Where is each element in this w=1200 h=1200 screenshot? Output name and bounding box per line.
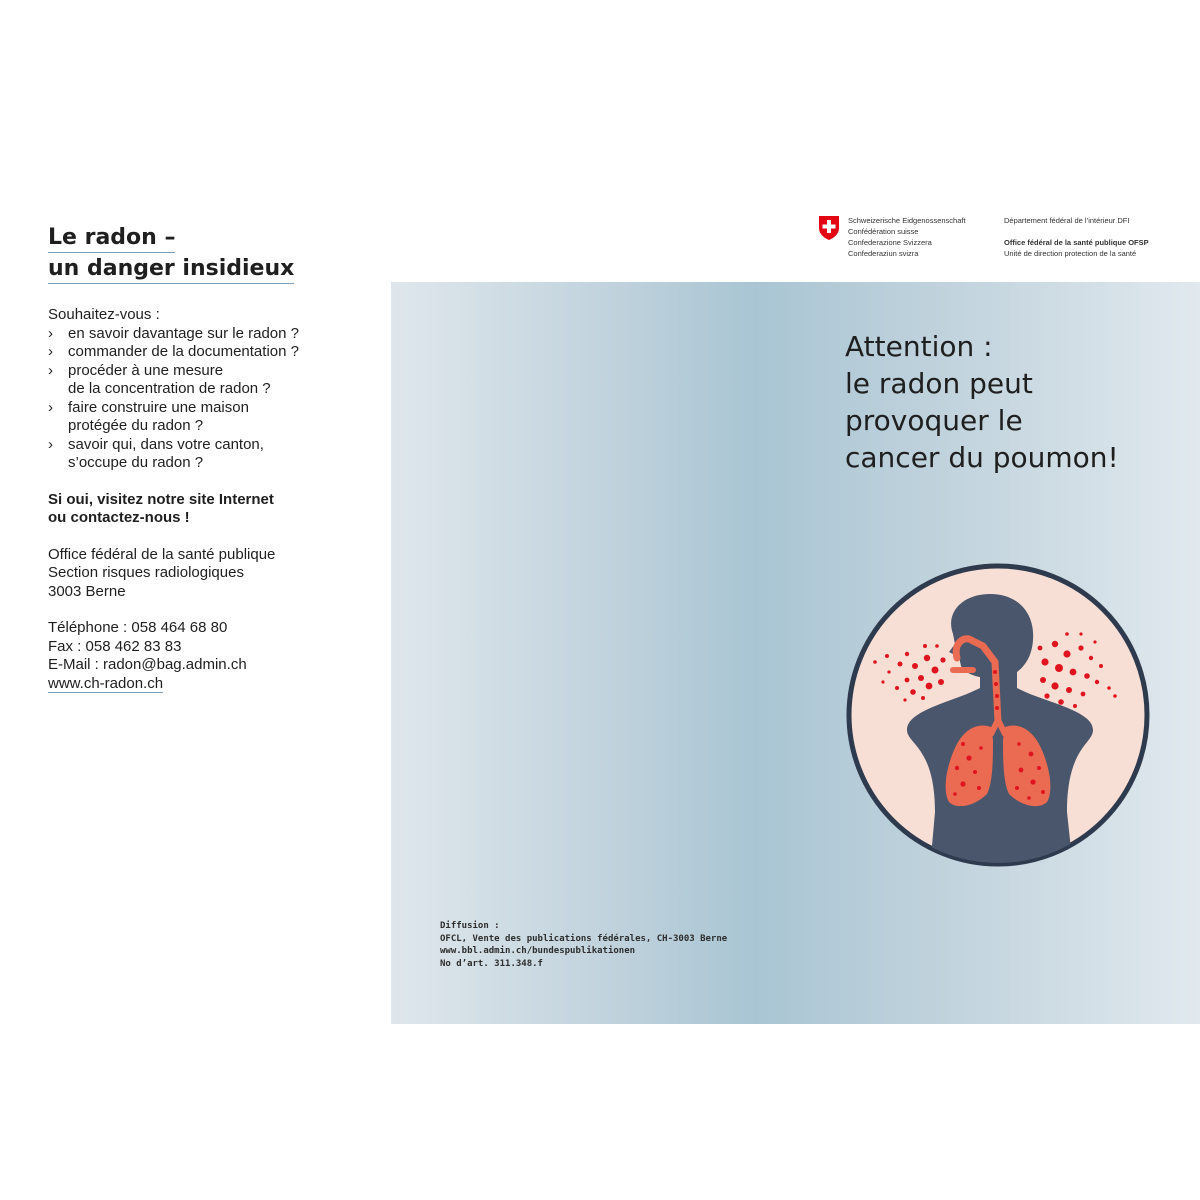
address-line: Office fédéral de la santé publique bbox=[48, 545, 276, 563]
list-item bbox=[48, 399, 368, 436]
questions-heading: Souhaitez-vous : bbox=[48, 306, 160, 323]
list-item-text: de la concentration de radon ? bbox=[68, 380, 271, 397]
left-column bbox=[48, 222, 368, 693]
list-item-text: protégée du radon ? bbox=[68, 417, 204, 434]
name-de: Schweizerische Eidgenossenschaft bbox=[848, 216, 966, 225]
swiss-shield-icon bbox=[818, 215, 840, 241]
address-line: Section risques radiologiques bbox=[48, 564, 244, 581]
list-item bbox=[48, 362, 368, 399]
cover-panel bbox=[391, 282, 1200, 1024]
list-item-text: en savoir davantage sur le radon ? bbox=[68, 324, 299, 342]
headline bbox=[845, 328, 1119, 476]
page-title bbox=[48, 222, 368, 284]
questions-list bbox=[48, 325, 368, 473]
diffusion-publisher: OFCL, Vente des publications fédérales, CH-3003 Berne bbox=[440, 933, 728, 944]
name-it: Confederazione Svizzera bbox=[848, 238, 932, 247]
unit-name: Unité de direction protection de la santé bbox=[1004, 249, 1137, 258]
title-line-1: Le radon – bbox=[48, 224, 175, 253]
diffusion-info bbox=[440, 920, 727, 970]
fax-number: Fax : 058 462 83 83 bbox=[48, 637, 182, 655]
list-item bbox=[48, 436, 368, 473]
postal-address bbox=[48, 546, 368, 602]
cta-line: Si oui, visitez notre site Internet bbox=[48, 490, 274, 508]
list-item-text: savoir qui, dans votre canton, bbox=[68, 435, 264, 453]
list-item-text: commander de la documentation ? bbox=[68, 343, 299, 360]
headline-line: cancer du poumon! bbox=[845, 441, 1119, 474]
call-to-action bbox=[48, 491, 368, 528]
federal-logo bbox=[818, 215, 1178, 263]
headline-line: le radon peut bbox=[845, 367, 1033, 400]
headline-line: provoquer le bbox=[845, 404, 1023, 437]
chevron-bullet-icon: › bbox=[48, 398, 53, 416]
title-line-2: un danger insidieux bbox=[48, 255, 294, 284]
contact-details bbox=[48, 619, 368, 693]
department-name: Département fédéral de l’intérieur DFI bbox=[1004, 216, 1130, 225]
confederation-names bbox=[848, 215, 966, 259]
name-rm: Confederaziun svizra bbox=[848, 249, 919, 258]
list-item-text: faire construire une maison bbox=[68, 398, 249, 416]
website-link[interactable]: www.ch-radon.ch bbox=[48, 674, 164, 692]
list-item-text: s’occupe du radon ? bbox=[68, 454, 204, 471]
department-info bbox=[1004, 215, 1149, 259]
diffusion-heading: Diffusion : bbox=[440, 921, 500, 931]
questions-section bbox=[48, 306, 368, 473]
article-number: No d’art. 311.348.f bbox=[440, 958, 543, 969]
headline-line: Attention : bbox=[845, 330, 993, 363]
phone-number: Téléphone : 058 464 68 80 bbox=[48, 619, 228, 636]
list-item bbox=[48, 343, 368, 362]
list-item bbox=[48, 325, 368, 344]
address-line: 3003 Berne bbox=[48, 582, 126, 600]
lung-illustration bbox=[845, 562, 1151, 868]
name-fr: Confédération suisse bbox=[848, 227, 919, 236]
chevron-bullet-icon: › bbox=[48, 343, 53, 360]
chevron-bullet-icon: › bbox=[48, 435, 53, 453]
list-item-text: procéder à une mesure bbox=[68, 361, 224, 379]
cta-line: ou contactez-nous ! bbox=[48, 509, 190, 526]
email-address: E-Mail : radon@bag.admin.ch bbox=[48, 656, 247, 673]
office-name: Office fédéral de la santé publique OFSP bbox=[1004, 238, 1149, 247]
diffusion-url: www.bbl.admin.ch/bundespublikationen bbox=[440, 946, 636, 956]
chevron-bullet-icon: › bbox=[48, 324, 53, 342]
chevron-bullet-icon: › bbox=[48, 361, 53, 379]
